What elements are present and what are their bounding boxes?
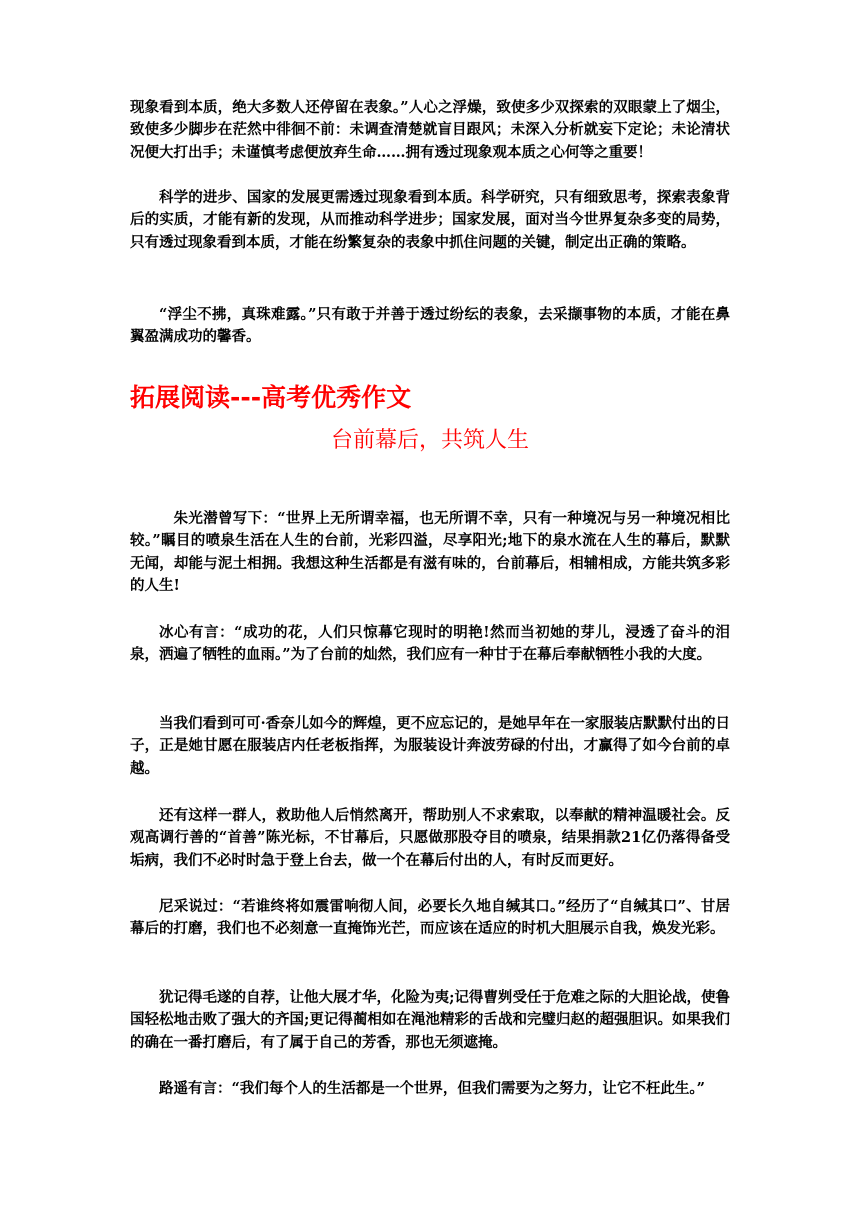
essay-paragraph-6: 犹记得毛遂的自荐，让他大展才华，化险为夷;记得曹刿受任于危难之际的大胆论战，使鲁国轻松地击败了强大的齐国;更记得蔺相如在渑池精彩的舌战和完璧归赵的超强胆识。如果我们的确在一番打磨后，有了属于自己的芳香，那也无须遮掩。 [130, 989, 730, 1051]
intro-paragraph-3: “浮尘不拂，真珠难露。”只有敢于并善于透过纷纭的表象，去采撷事物的本质，才能在鼻翼盈满成功的馨香。 [130, 306, 730, 346]
intro-paragraph-2: 科学的进步、国家的发展更需透过现象看到本质。科学研究，只有细致思考，探索表象背后的实质，才能有新的发现，从而推动科学进步；国家发展，面对当今世界复杂多变的局势，只有透过现象看到本质，才能在纷繁复杂的表象中抓住问题的关键，制定出正确的策略。 [130, 189, 730, 251]
essay-paragraph-5: 尼采说过：“若谁终将如震雷响彻人间，必要长久地自缄其口。”经历了“自缄其口”、甘居幕后的打磨，我们也不必刻意一直掩饰光芒，而应该在适应的时机大胆展示自我，焕发光彩。 [130, 898, 730, 938]
essay-title: 台前幕后，共筑人生 [330, 428, 529, 453]
essay-paragraph-1: 朱光潜曾写下：“世界上无所谓幸福，也无所谓不幸，只有一种境况与另一种境况相比较。”瞩目的喷泉生活在人生的台前，光彩四溢，尽享阳光;地下的泉水流在人生的幕后，默默无闻，却能与泥土相拥。我想这种生活都是有滋有味的，台前幕后，相辅相成，方能共筑多彩的人生! [130, 510, 730, 595]
intro-paragraph-1: 现象看到本质，绝大多数人还停留在表象。”人心之浮燥，致使多少双探索的双眼蒙上了烟尘，致使多少脚步在茫然中徘徊不前：未调查清楚就盲目跟风；未深入分析就妄下定论；未论清状况便大打出手；未谨慎考虑便放弃生命……拥有透过现象观本质之心何等之重要！ [130, 99, 730, 161]
section-title: 拓展阅读---高考优秀作文 [130, 383, 412, 412]
essay-paragraph-3: 当我们看到可可·香奈儿如今的辉煌，更不应忘记的，是她早年在一家服装店默默付出的日子，正是她甘愿在服装店内任老板指挥，为服装设计奔波劳碌的付出，才赢得了如今台前的卓越。 [130, 715, 730, 777]
essay-paragraph-7: 路遥有言：“我们每个人的生活都是一个世界，但我们需要为之努力，让它不枉此生。” [159, 1080, 705, 1097]
essay-paragraph-4: 还有这样一群人，救助他人后悄然离开，帮助别人不求索取，以奉献的精神温暖社会。反观高调行善的“首善”陈光标，不甘幕后，只愿做那股夺目的喷泉，结果捐款21亿仍落得备受垢病，我们不必时时急于登上台去，做一个在幕后付出的人，有时反而更好。 [130, 807, 730, 869]
essay-paragraph-2: 冰心有言：“成功的花，人们只惊幕它现时的明艳!然而当初她的芽儿，浸透了奋斗的泪泉，洒遍了牺牲的血雨。”为了台前的灿然，我们应有一种甘于在幕后奉献牺牲小我的大度。 [130, 624, 730, 664]
